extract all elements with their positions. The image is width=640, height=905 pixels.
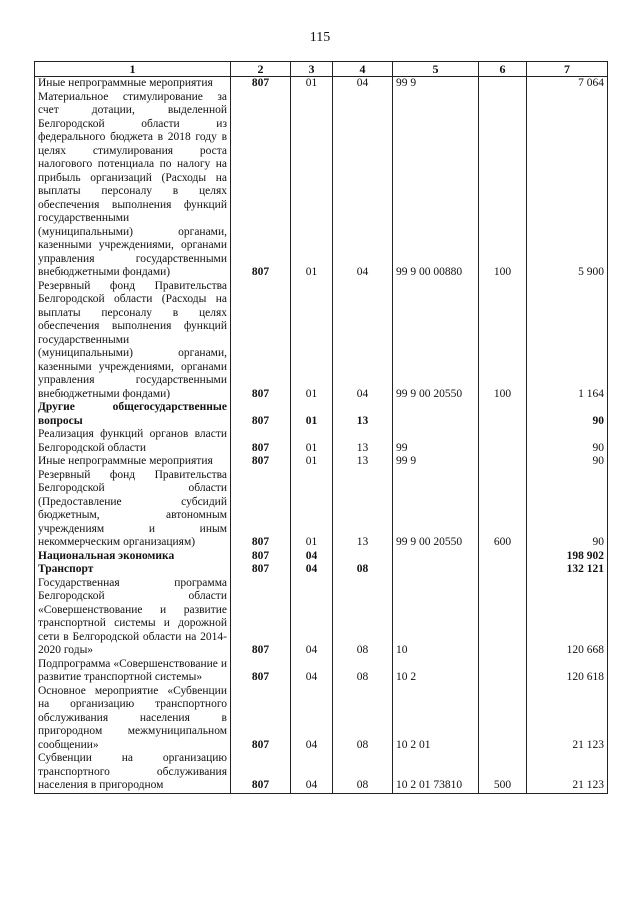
table-row [35,428,608,455]
subsection-cell: 04 [333,91,393,280]
section-cell: 01 [291,280,333,402]
ministry-code-cell: 807 [231,428,291,455]
column-header: 2 [231,62,291,77]
subsection-cell: 08 [333,685,393,753]
page-number: 115 [309,30,331,45]
amount-cell: 21 123 [527,685,608,753]
amount-cell: 5 900 [527,91,608,280]
target-article-cell: 99 9 [393,77,479,91]
table-row [35,455,608,469]
table-row [35,752,608,793]
subsection-cell: 08 [333,563,393,577]
column-header: 7 [527,62,608,77]
row-name-cell: Резервный фонд Правительства Белгородской области (Расходы на выплаты персоналу в целях обеспечения выполнения функций государственными (муниципальными) органами, казенными учреждениями, органами управления государственными внебюджетными фондами) [35,280,231,402]
amount-cell: 198 902 [527,550,608,564]
expense-type-cell: 100 [479,91,527,280]
amount-cell: 132 121 [527,563,608,577]
subsection-cell: 08 [333,658,393,685]
subsection-cell: 13 [333,428,393,455]
table-row [35,401,608,428]
table-row [35,658,608,685]
column-header: 6 [479,62,527,77]
target-article-cell: 10 2 [393,658,479,685]
subsection-cell: 04 [333,280,393,402]
table-row [35,469,608,550]
amount-cell: 7 064 [527,77,608,91]
target-article-cell: 10 2 01 [393,685,479,753]
expense-type-cell: 100 [479,280,527,402]
table-row [35,550,608,564]
amount-cell: 120 618 [527,658,608,685]
expense-type-cell [479,550,527,564]
amount-cell: 90 [527,455,608,469]
amount-cell: 1 164 [527,280,608,402]
ministry-code-cell: 807 [231,77,291,91]
ministry-code-cell: 807 [231,752,291,793]
section-cell: 04 [291,658,333,685]
row-name-cell: Транспорт [35,563,231,577]
target-article-cell: 99 [393,428,479,455]
row-name-cell: Резервный фонд Правительства Белгородской области (Предоставление субсидий бюджетным, автономным учреждениям и иным некоммерческим организациям) [35,469,231,550]
section-cell: 04 [291,685,333,753]
row-name-cell: Другие общегосударственные вопросы [35,401,231,428]
expense-type-cell [479,428,527,455]
subsection-cell: 08 [333,752,393,793]
table-row [35,77,608,91]
expense-type-cell [479,455,527,469]
section-cell: 01 [291,428,333,455]
budget-table [34,61,608,794]
expense-type-cell [479,577,527,658]
subsection-cell [333,550,393,564]
section-cell: 01 [291,455,333,469]
target-article-cell: 10 2 01 73810 [393,752,479,793]
expense-type-cell [479,77,527,91]
ministry-code-cell: 807 [231,658,291,685]
amount-cell: 90 [527,401,608,428]
subsection-cell: 13 [333,455,393,469]
table-row [35,91,608,280]
section-cell: 04 [291,752,333,793]
subsection-cell: 13 [333,401,393,428]
ministry-code-cell: 807 [231,550,291,564]
section-cell: 01 [291,77,333,91]
subsection-cell: 13 [333,469,393,550]
table-row [35,685,608,753]
row-name-cell: Иные непрограммные мероприятия [35,455,231,469]
expense-type-cell [479,685,527,753]
ministry-code-cell: 807 [231,469,291,550]
table-row [35,563,608,577]
amount-cell: 21 123 [527,752,608,793]
section-cell: 01 [291,91,333,280]
ministry-code-cell: 807 [231,91,291,280]
table-header-row [35,62,608,77]
target-article-cell [393,550,479,564]
column-header: 4 [333,62,393,77]
target-article-cell: 99 9 [393,455,479,469]
section-cell: 01 [291,469,333,550]
expense-type-cell: 500 [479,752,527,793]
column-header: 3 [291,62,333,77]
amount-cell: 120 668 [527,577,608,658]
row-name-cell: Подпрограмма «Совершенствование и развитие транспортной системы» [35,658,231,685]
ministry-code-cell: 807 [231,577,291,658]
amount-cell: 90 [527,469,608,550]
row-name-cell: Реализация функций органов власти Белгородской области [35,428,231,455]
target-article-cell [393,401,479,428]
row-name-cell: Субвенции на организацию транспортного обслуживания населения в пригородном [35,752,231,793]
target-article-cell: 10 [393,577,479,658]
section-cell: 04 [291,563,333,577]
table-row [35,577,608,658]
ministry-code-cell: 807 [231,563,291,577]
subsection-cell: 04 [333,77,393,91]
subsection-cell: 08 [333,577,393,658]
row-name-cell: Материальное стимулирование за счет дотации, выделенной Белгородской области из федерального бюджета в 2018 году в целях стимулирования роста налогового потенциала по налогу на прибыль организаций (Расходы на выплаты персоналу в целях обеспечения выполнения функций государственными (муниципальными) органами, казенными учреждениями, органами управления государственными внебюджетными фондами) [35,91,231,280]
expense-type-cell: 600 [479,469,527,550]
table-row [35,280,608,402]
expense-type-cell [479,658,527,685]
row-name-cell: Иные непрограммные мероприятия [35,77,231,91]
column-header: 1 [35,62,231,77]
expense-type-cell [479,563,527,577]
row-name-cell: Национальная экономика [35,550,231,564]
amount-cell: 90 [527,428,608,455]
target-article-cell: 99 9 00 20550 [393,280,479,402]
ministry-code-cell: 807 [231,685,291,753]
expense-type-cell [479,401,527,428]
row-name-cell: Основное мероприятие «Субвенции на организацию транспортного обслуживания населения в пригородном межмуниципальном сообщении» [35,685,231,753]
ministry-code-cell: 807 [231,280,291,402]
section-cell: 04 [291,550,333,564]
ministry-code-cell: 807 [231,455,291,469]
target-article-cell: 99 9 00 00880 [393,91,479,280]
target-article-cell [393,563,479,577]
target-article-cell: 99 9 00 20550 [393,469,479,550]
section-cell: 01 [291,401,333,428]
section-cell: 04 [291,577,333,658]
row-name-cell: Государственная программа Белгородской области «Совершенствование и развитие транспортной системы и дорожной сети в Белгородской области на 2014-2020 годы» [35,577,231,658]
ministry-code-cell: 807 [231,401,291,428]
column-header: 5 [393,62,479,77]
